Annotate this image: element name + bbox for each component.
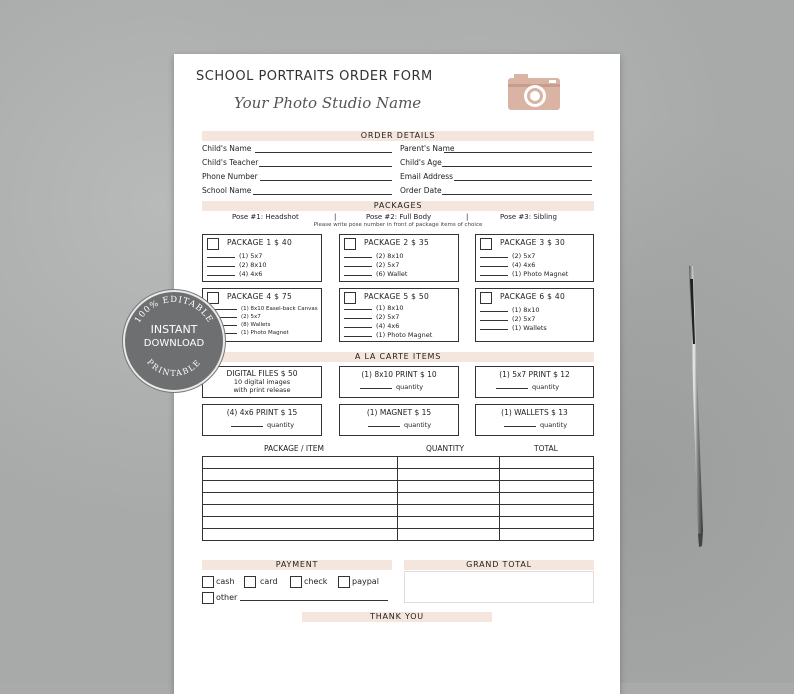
package-2-title: PACKAGE 2 $ 35: [364, 238, 430, 247]
field-label-order-date: Order Date: [400, 186, 442, 195]
package-item: (1) 8x10 Easel-back Canvas: [207, 306, 318, 312]
instant-download-badge: [123, 290, 225, 392]
childs-teacher-line[interactable]: [259, 166, 392, 167]
package-item: (2) 5x7: [344, 313, 399, 321]
field-label-email: Email Address: [400, 172, 454, 181]
check-checkbox[interactable]: [290, 576, 302, 588]
package-item: (1) Wallets: [480, 324, 547, 332]
form-title: SCHOOL PORTRAITS ORDER FORM: [196, 69, 433, 84]
thank-you: THANK YOU: [302, 612, 492, 622]
package-item: (2) 8x10: [344, 252, 404, 260]
payment-header: PAYMENT: [202, 560, 392, 570]
package-5-title: PACKAGE 5 $ 50: [364, 292, 430, 301]
order-form-sheet: [174, 54, 620, 694]
quantity-field[interactable]: quantity: [368, 421, 431, 429]
field-label-school: School Name: [202, 186, 252, 195]
parents-name-line[interactable]: [444, 152, 592, 153]
field-label-childs-name: Child's Name: [202, 144, 252, 153]
grand-total-field[interactable]: [404, 571, 594, 603]
table-row[interactable]: [203, 481, 594, 493]
package-1-checkbox[interactable]: [207, 238, 219, 250]
package-item: (2) 5x7: [207, 314, 261, 320]
cash-label: cash: [216, 577, 235, 586]
table-row[interactable]: [203, 469, 594, 481]
package-item: (2) 8x10: [207, 261, 267, 269]
email-line[interactable]: [454, 180, 592, 181]
order-date-line[interactable]: [442, 194, 592, 195]
table-row[interactable]: [203, 529, 594, 541]
cash-checkbox[interactable]: [202, 576, 214, 588]
package-2-box: [339, 234, 459, 282]
table-header-item: PACKAGE / ITEM: [264, 444, 324, 453]
package-6-checkbox[interactable]: [480, 292, 492, 304]
package-item: (4) 4x6: [344, 322, 399, 330]
package-5-box: [339, 288, 459, 342]
childs-name-line[interactable]: [255, 152, 392, 153]
field-label-phone: Phone Number: [202, 172, 258, 181]
package-item: (2) 5x7: [480, 315, 535, 323]
package-item: (2) 5x7: [480, 252, 535, 260]
package-item: (4) 4x6: [480, 261, 535, 269]
pen-icon: [683, 264, 707, 554]
package-5-checkbox[interactable]: [344, 292, 356, 304]
package-item: (8) Wallets: [207, 322, 270, 328]
package-item: (6) Wallet: [344, 270, 407, 278]
package-item: (2) 5x7: [344, 261, 399, 269]
package-3-checkbox[interactable]: [480, 238, 492, 250]
package-item: (1) 8x10: [344, 304, 404, 312]
table-header-quantity: QUANTITY: [426, 444, 465, 453]
table-row[interactable]: [203, 505, 594, 517]
pose-separator: |: [466, 213, 469, 221]
package-2-checkbox[interactable]: [344, 238, 356, 250]
package-item: (4) 4x6: [207, 270, 262, 278]
card-checkbox[interactable]: [244, 576, 256, 588]
paypal-label: paypal: [352, 577, 379, 586]
svg-text:100% EDITABLE: 100% EDITABLE: [133, 294, 215, 325]
alacarte-magnet: [339, 404, 459, 436]
phone-line[interactable]: [260, 180, 392, 181]
alacarte-8x10: [339, 366, 459, 398]
other-label: other: [216, 593, 238, 602]
pose-3: Pose #3: Sibling: [500, 213, 557, 221]
alacarte-title: (1) WALLETS $ 13: [501, 408, 568, 417]
field-label-childs-teacher: Child's Teacher: [202, 158, 259, 167]
package-item: (1) 5x7: [207, 252, 262, 260]
pose-1: Pose #1: Headshot: [232, 213, 299, 221]
field-label-childs-age: Child's Age: [400, 158, 442, 167]
quantity-field[interactable]: quantity: [360, 383, 423, 391]
alacarte-title: (1) 8x10 PRINT $ 10: [361, 370, 437, 379]
school-line[interactable]: [253, 194, 392, 195]
quantity-field[interactable]: quantity: [504, 421, 567, 429]
field-label-parents-name: Parent's Name: [400, 144, 455, 153]
pose-separator: |: [334, 213, 337, 221]
studio-name: Your Photo Studio Name: [234, 94, 422, 112]
alacarte-title: (1) MAGNET $ 15: [366, 408, 432, 417]
table-row[interactable]: [203, 517, 594, 529]
packages-header: PACKAGES: [202, 201, 594, 211]
table-header-total: TOTAL: [534, 444, 558, 453]
alacarte-sub: with print release: [233, 386, 291, 394]
childs-age-line[interactable]: [442, 166, 592, 167]
package-4-title: PACKAGE 4 $ 75: [227, 292, 293, 301]
alacarte-header: A LA CARTE ITEMS: [202, 352, 594, 362]
other-line[interactable]: [240, 600, 388, 601]
alacarte-title: (4) 4x6 PRINT $ 15: [226, 408, 298, 417]
quantity-field[interactable]: quantity: [496, 383, 559, 391]
alacarte-title: (1) 5x7 PRINT $ 12: [499, 370, 570, 379]
alacarte-5x7: [475, 366, 594, 398]
table-row[interactable]: [203, 457, 594, 469]
package-3-title: PACKAGE 3 $ 30: [500, 238, 566, 247]
package-item: (1) Photo Magnet: [344, 331, 432, 339]
pose-note: Please write pose number in front of package items of choice: [313, 222, 483, 228]
package-1-title: PACKAGE 1 $ 40: [227, 238, 293, 247]
package-item: (1) Photo Magnet: [207, 330, 289, 336]
package-6-box: [475, 288, 594, 342]
alacarte-sub: 10 digital images: [233, 378, 291, 386]
quantity-field[interactable]: quantity: [231, 421, 294, 429]
paypal-checkbox[interactable]: [338, 576, 350, 588]
check-label: check: [304, 577, 328, 586]
alacarte-4x6: [202, 404, 322, 436]
grand-total-header: GRAND TOTAL: [404, 560, 594, 570]
camera-icon: [504, 72, 564, 112]
table-row[interactable]: [203, 493, 594, 505]
badge-line-1: INSTANT: [150, 323, 198, 336]
package-6-title: PACKAGE 6 $ 40: [500, 292, 566, 301]
card-label: card: [260, 577, 278, 586]
alacarte-wallets: [475, 404, 594, 436]
other-checkbox[interactable]: [202, 592, 214, 604]
badge-line-2: DOWNLOAD: [143, 338, 205, 349]
svg-text:PRINTABLE: PRINTABLE: [145, 357, 203, 378]
package-item: (1) 8x10: [480, 306, 540, 314]
package-item: (1) Photo Magnet: [480, 270, 568, 278]
pose-2: Pose #2: Full Body: [366, 213, 432, 221]
alacarte-title: DIGITAL FILES $ 50: [226, 369, 298, 378]
package-1-box: [202, 234, 322, 282]
order-details-header: ORDER DETAILS: [202, 131, 594, 141]
package-3-box: [475, 234, 594, 282]
order-table: [202, 456, 594, 541]
